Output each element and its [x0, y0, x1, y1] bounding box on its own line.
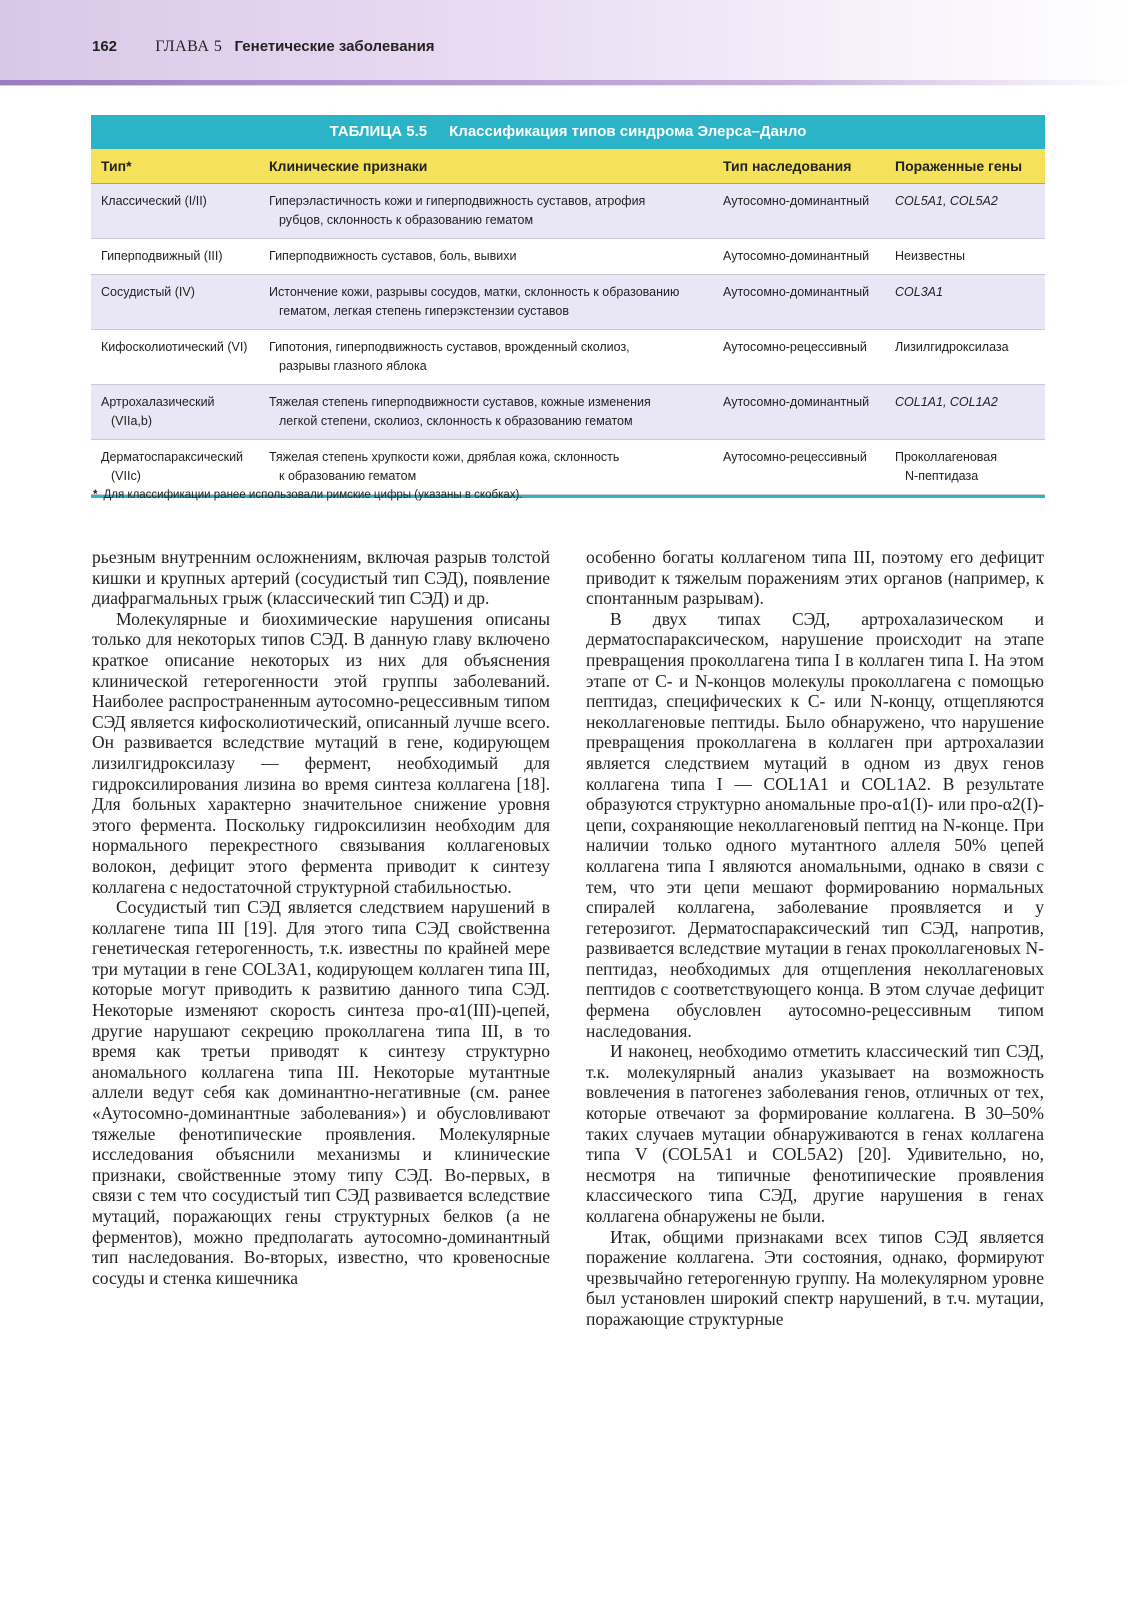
body-paragraph: Сосудистый тип СЭД является следствием нарушений в коллагене типа III [19]. Для этого типа СЭД свойственна генетическая гетерогенность, т.к. известны по крайней мере три мутации в гене COL3A1, кодирующем коллаген типа III, которые могут приводить к развитию данного типа СЭД. Некоторые изменяют скорость синтеза про-α1(III)-цепей, другие нарушают секрецию проколлагена типа III, в то время как третьи приводят к синтезу структурно аномального коллагена типа III. Некоторые мутантные аллели ведут себя как доминантно-негативные (см. ранее «Аутосомно-доминантные заболевания») и обусловливают тяжелые фенотипические проявления. Молекулярные исследования объяснили механизмы и клинические признаки, свойственные этому типу СЭД. Во-первых, в связи с тем что сосудистый тип СЭД развивается вследствие мутаций, поражающих гены структурных белков (а не ферментов), можно предполагать аутосомно-доминантный тип наследования. Во-вторых, известно, что кровеносные сосуды и стенка кишечника	[92, 897, 550, 1288]
cell-signs	[269, 184, 723, 238]
cell-genes	[895, 239, 1045, 274]
body-paragraph: И наконец, необходимо отметить классический тип СЭД, т.к. молекулярный анализ указывает на возможность вовлечения в патогенез заболевания генов, отличных от тех, которые отвечают за формирование коллагена. В 30–50% таких случаев мутации обнаруживаются в генах коллагена типа V (COL5A1 и COL5A2) [20]. Удивительно, но, несмотря на типичные фенотипические проявления классического типа СЭД, другие нарушения в генах коллагена обнаружены не были.	[586, 1041, 1044, 1226]
cell-inheritance-line: Аутосомно-доминантный	[723, 194, 870, 208]
footnote-text: Для классификации ранее использовали римские цифры (указаны в скобках).	[103, 489, 523, 501]
cell-signs-line: Гиперэластичность кожи и гиперподвижность суставов, атрофия	[269, 194, 646, 208]
cell-type-line: Классический (I/II)	[101, 194, 207, 208]
cell-signs-line: к образованию гематом	[279, 469, 417, 483]
cell-signs-line: Тяжелая степень гиперподвижности суставов, кожные изменения	[269, 395, 651, 409]
cell-type	[91, 275, 269, 329]
cell-signs-line: Гипотония, гиперподвижность суставов, врожденный сколиоз,	[269, 340, 630, 354]
cell-genes-line: Неизвестны	[895, 249, 966, 263]
column-header-genes: Пораженные гены	[895, 158, 1023, 174]
cell-genes	[895, 330, 1045, 384]
cell-inheritance	[723, 330, 895, 384]
cell-type-line: Дерматоспараксический	[101, 450, 244, 464]
cell-inheritance	[723, 385, 895, 439]
table-title: Классификация типов синдрома Элерса–Данло	[449, 123, 807, 140]
cell-inheritance	[723, 239, 895, 274]
cell-inheritance-line: Аутосомно-рецессивный	[723, 450, 867, 464]
cell-signs	[269, 239, 723, 274]
cell-genes-line: COL3A1	[895, 285, 943, 299]
classification-table	[91, 115, 1045, 498]
cell-signs-line: Истончение кожи, разрывы сосудов, матки, склонность к образованию	[269, 285, 680, 299]
column-header-signs: Клинические признаки	[269, 158, 428, 174]
body-paragraph: Итак, общими признаками всех типов СЭД является поражение коллагена. Эти состояния, однако, формируют чрезвычайно гетерогенную группу. На молекулярном уровне был установлен широкий спектр нарушений, в т.ч. мутации, поражающие структурные	[586, 1226, 1044, 1329]
table-caption	[91, 115, 1045, 149]
body-paragraph: особенно богаты коллагеном типа III, поэтому его дефицит приводит к тяжелым поражениям этих органов (например, к спонтанным разрывам).	[586, 547, 1044, 609]
table-row	[91, 275, 1045, 330]
column-header-inheritance: Тип наследования	[723, 158, 852, 174]
cell-type-line: Кифосколиотический (VI)	[101, 340, 248, 354]
cell-type-line: Гиперподвижный (III)	[101, 249, 223, 263]
cell-genes	[895, 385, 1045, 439]
table-label: ТАБЛИЦА 5.5	[329, 123, 428, 140]
cell-inheritance	[723, 184, 895, 238]
cell-signs	[269, 330, 723, 384]
cell-inheritance-line: Аутосомно-рецессивный	[723, 340, 867, 354]
cell-type	[91, 239, 269, 274]
chapter-title: Генетические заболевания	[234, 38, 435, 55]
cell-type	[91, 330, 269, 384]
footnote-marker: *	[93, 489, 98, 501]
cell-signs-line: рубцов, склонность к образованию гематом	[279, 213, 534, 227]
running-header	[92, 38, 435, 56]
cell-type	[91, 440, 269, 494]
cell-type	[91, 184, 269, 238]
column-header-type: Тип*	[101, 158, 132, 174]
cell-genes-line: N-пептидаза	[905, 469, 979, 483]
cell-type	[91, 385, 269, 439]
cell-signs-line: гематом, легкая степень гиперэкстензии суставов	[279, 304, 570, 318]
body-column-right	[586, 547, 1044, 1330]
cell-signs-line: Тяжелая степень хрупкости кожи, дряблая кожа, склонность	[269, 450, 620, 464]
body-column-left	[92, 547, 550, 1288]
cell-signs-line: разрывы глазного яблока	[279, 359, 427, 373]
header-divider	[0, 80, 1131, 85]
cell-type-line: Сосудистый (IV)	[101, 285, 195, 299]
cell-inheritance	[723, 440, 895, 494]
table-row	[91, 440, 1045, 495]
cell-signs-line: легкой степени, сколиоз, склонность к образованию гематом	[279, 414, 633, 428]
cell-genes-line: Проколлагеновая	[895, 450, 998, 464]
cell-signs	[269, 440, 723, 494]
body-paragraph: В двух типах СЭД, артрохалазическом и дерматоспараксическом, нарушение происходит на этапе превращения проколлагена типа I в коллаген типа I. На этом этапе от C- и N-концов молекулы проколлагена с помощью пептидаз, специфических к C- или N-концу, отщепляются неколлагеновые пептиды. Было обнаружено, что нарушение превращения проколлагена в коллаген при артрохалазии является следствием мутаций в одном из двух генов коллагена типа I — COL1A1 и COL1A2. В результате образуются структурно аномальные про-α1(I)- или про-α2(I)-цепи, сохраняющие неколлагеновый пептид на N-конце. При наличии только одного мутантного аллеля 50% цепей коллагена типа I являются аномальными, однако в связи с тем, что эти цепи мешают формированию нормальных спиралей коллагена, заболевание проявляется и у гетерозигот. Дерматоспараксический тип СЭД, напротив, развивается вследствие мутации в генах проколлагеновых N-пептидаз, необходимых для отщепления неколлагеновых пептидов с соответствующего конца. В этом случае дефицит фермена обусловлен аутосомно-рецессивным типом наследования.	[586, 608, 1044, 1041]
cell-signs-line: Гиперподвижность суставов, боль, вывихи	[269, 249, 517, 263]
cell-inheritance-line: Аутосомно-доминантный	[723, 249, 870, 263]
cell-type-line: Артрохалазический	[101, 395, 215, 409]
table-row	[91, 330, 1045, 385]
cell-inheritance	[723, 275, 895, 329]
table-row	[91, 385, 1045, 440]
table-body	[91, 184, 1045, 495]
cell-inheritance-line: Аутосомно-доминантный	[723, 285, 870, 299]
cell-genes-line: Лизилгидроксилаза	[895, 340, 1009, 354]
table-row	[91, 184, 1045, 239]
body-paragraph: рьезным внутренним осложнениям, включая разрыв толстой кишки и крупных артерий (сосудистый тип СЭД), появление диафрагмальных грыж (классический тип СЭД) и др.	[92, 547, 550, 609]
cell-genes-line: COL1A1, COL1A2	[895, 395, 998, 409]
cell-genes	[895, 184, 1045, 238]
cell-genes	[895, 275, 1045, 329]
body-paragraph: Молекулярные и биохимические нарушения описаны только для некоторых типов СЭД. В данную главу включено краткое описание некоторых из них для объяснения клинической гетерогенности этой группы заболеваний. Наиболее распространенным аутосомно-рецессивным типом СЭД является кифосколиотический, описанный лучше всего. Он развивается вследствие мутаций в гене, кодирующем лизилгидроксилазу — фермент, необходимый для гидроксилирования лизина во время синтеза коллагена [18]. Для больных характерно значительное снижение уровня этого фермента. Поскольку гидроксилизин необходим для нормального перекрестного связывания коллагеновых волокон, дефицит этого фермента приводит к синтезу коллагена с недостаточной структурной стабильностью.	[92, 608, 550, 897]
cell-genes	[895, 440, 1045, 494]
table-row	[91, 239, 1045, 275]
cell-genes-line: COL5A1, COL5A2	[895, 194, 998, 208]
cell-type-line: (VIIa,b)	[111, 414, 152, 428]
cell-type-line: (VIIc)	[111, 469, 141, 483]
cell-signs	[269, 275, 723, 329]
chapter-label: ГЛАВА 5	[155, 38, 223, 55]
table-header-row	[91, 149, 1045, 184]
table-footnote	[93, 489, 523, 501]
cell-signs	[269, 385, 723, 439]
cell-inheritance-line: Аутосомно-доминантный	[723, 395, 870, 409]
page-number: 162	[92, 38, 118, 55]
